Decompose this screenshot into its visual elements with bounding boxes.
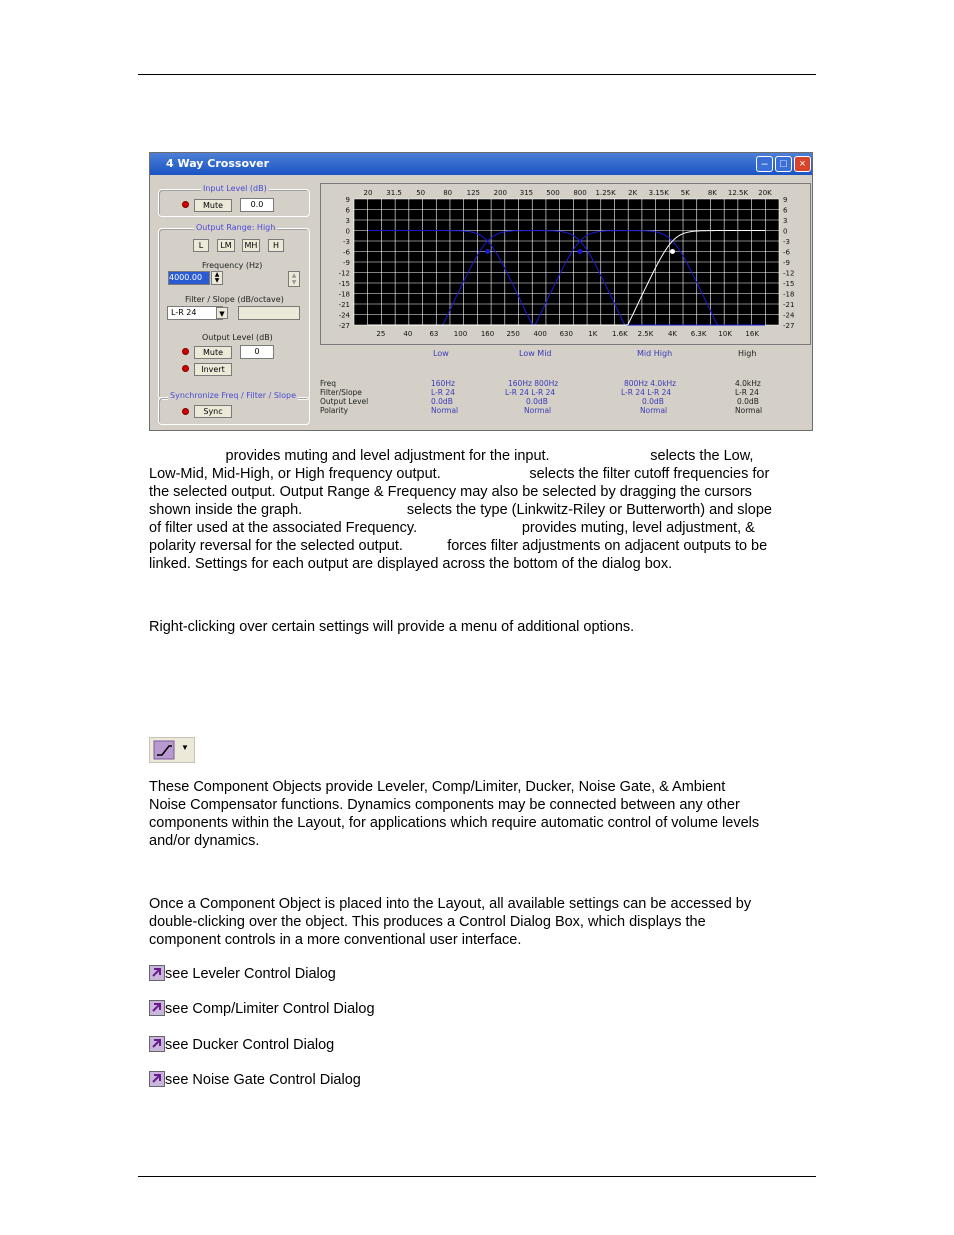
low-mid-filter: L-R 24 L-R 24 (505, 388, 556, 397)
freq-tick-label-top: 80 (443, 189, 453, 197)
description-paragraph (149, 447, 815, 573)
freq-tick-label-bottom: 25 (376, 330, 386, 338)
sync-button[interactable]: Sync (194, 405, 232, 418)
db-tick-label-left: -27 (338, 322, 350, 330)
mid-high-filter: L-R 24 L-R 24 (621, 388, 672, 397)
jump-link-icon (149, 1071, 165, 1087)
text-line: component controls in a more conventional user interface. (149, 932, 522, 948)
link-ducker-text[interactable]: see Ducker Control Dialog (165, 1037, 335, 1053)
band-settings-summary (320, 345, 809, 427)
input-level-group (158, 189, 310, 217)
db-tick-label-left: -6 (343, 248, 350, 257)
crossover-dialog (149, 152, 813, 431)
db-tick-label-left: -15 (338, 280, 350, 288)
band-label-low-mid: Low Mid (519, 349, 552, 358)
low-level: 0.0dB (431, 397, 453, 406)
frequency-label: Frequency (Hz) (202, 261, 263, 270)
freq-tick-label-top: 800 (573, 189, 587, 197)
frequency-response-graph[interactable] (320, 183, 811, 345)
range-button-mh[interactable]: MH (242, 239, 260, 252)
graph-svg[interactable] (321, 184, 810, 344)
freq-tick-label-bottom: 10K (718, 330, 732, 338)
freq-tick-label-bottom: 100 (453, 330, 468, 338)
close-button[interactable]: × (794, 156, 811, 172)
freq-tick-label-bottom: 2.5K (637, 330, 654, 338)
maximize-button[interactable]: □ (775, 156, 792, 172)
dialog-title: 4 Way Crossover (166, 157, 270, 170)
text-line: of filter used at the associated Frequency. provides muting, level adjustment, & (149, 520, 755, 536)
db-tick-label-right: -3 (783, 238, 790, 246)
frequency-field[interactable]: 4000.00 (168, 271, 210, 285)
freq-tick-label-bottom: 1K (588, 330, 598, 338)
dynamics-curve-icon (153, 739, 177, 761)
link-comp-limiter-text[interactable]: see Comp/Limiter Control Dialog (165, 1001, 375, 1017)
freq-tick-label-bottom: 63 (429, 330, 439, 338)
db-tick-label-left: -3 (343, 238, 350, 246)
frequency-spinner-disabled: ▲ ▼ (288, 271, 300, 287)
freq-tick-label-top: 50 (416, 189, 426, 197)
input-mute-led (182, 201, 189, 208)
filter-select-arrow[interactable]: ▼ (216, 307, 228, 319)
row-label-level: Output Level (320, 397, 369, 406)
db-tick-label-right: 3 (783, 217, 788, 225)
low-mid-freq: 160Hz 800Hz (508, 379, 559, 388)
db-tick-label-left: -9 (343, 259, 350, 267)
input-level-label: Input Level (dB) (203, 184, 267, 193)
output-mute-led (182, 348, 189, 355)
freq-tick-label-top: 2K (628, 189, 638, 197)
freq-tick-label-bottom: 630 (559, 330, 573, 338)
text-line: Once a Component Object is placed into the Layout, all available settings can be accessed by (149, 896, 752, 912)
high-polarity: Normal (735, 406, 763, 415)
right-click-paragraph (149, 618, 815, 636)
high-level: 0.0dB (737, 397, 759, 406)
freq-tick-label-top: 315 (519, 189, 534, 197)
text-line: linked. Settings for each output are displayed across the bottom of the dialog box. (149, 556, 673, 572)
text-line: Noise Compensator functions. Dynamics components may be connected between any other (149, 797, 740, 813)
filter-select[interactable]: L-R 24 (167, 306, 223, 320)
band-label-mid-high: Mid High (637, 349, 673, 358)
freq-tick-label-bottom: 4K (667, 330, 678, 338)
freq-tick-label-top: 500 (546, 189, 560, 197)
chevron-down-icon: ▼ (181, 743, 189, 752)
high-filter: L-R 24 (735, 388, 759, 397)
dialog-title-bar[interactable] (150, 153, 812, 175)
freq-tick-label-bottom: 400 (533, 330, 547, 338)
dynamics-paragraph (149, 778, 815, 850)
link-leveler-text[interactable]: see Leveler Control Dialog (165, 966, 336, 982)
db-tick-label-right: -15 (783, 280, 795, 288)
low-freq: 160Hz (431, 379, 455, 388)
row-label-polarity: Polarity (320, 406, 349, 415)
db-tick-label-right: -18 (783, 290, 795, 299)
mid-high-freq: 800Hz 4.0kHz (624, 379, 677, 388)
text-line: These Component Objects provide Leveler, Comp/Limiter, Ducker, Noise Gate, & Ambient (149, 779, 726, 795)
db-tick-label-left: -12 (338, 269, 350, 278)
jump-link-icon (149, 1036, 165, 1052)
text-line: the selected output. Output Range & Frequency may also be selected by dragging the cursors (149, 484, 752, 500)
minimize-button[interactable]: – (756, 156, 773, 172)
control-dialog-paragraph (149, 895, 815, 949)
db-tick-label-left: 0 (345, 227, 350, 236)
freq-tick-label-bottom: 40 (403, 330, 413, 338)
low-filter: L-R 24 (431, 388, 455, 397)
freq-tick-label-bottom: 16K (745, 330, 759, 338)
db-tick-label-right: -24 (783, 311, 795, 320)
mid-crossover-cursor (578, 249, 583, 254)
freq-tick-label-bottom: 1.6K (611, 330, 628, 338)
text-line: shown inside the graph. selects the type (Linkwitz-Riley or Butterworth) and slope (149, 502, 772, 518)
db-tick-label-left: 3 (345, 217, 350, 225)
band-label-low: Low (433, 349, 449, 358)
high-crossover-cursor (670, 249, 675, 254)
freq-tick-label-top: 3.15K (648, 189, 669, 197)
freq-tick-label-top: 200 (493, 189, 508, 197)
db-tick-label-right: 6 (783, 206, 788, 215)
db-tick-label-right: -9 (783, 259, 790, 267)
filter-slope-label: Filter / Slope (dB/octave) (185, 295, 284, 304)
slope-select (238, 306, 300, 320)
range-button-h[interactable]: H (268, 239, 284, 252)
high-freq: 4.0kHz (735, 379, 761, 388)
freq-tick-label-top: 31.5 (386, 189, 402, 197)
db-tick-label-left: -18 (338, 290, 350, 299)
band-label-high: High (738, 349, 757, 358)
db-tick-label-left: -24 (338, 311, 350, 320)
freq-tick-label-bottom: 160 (480, 330, 495, 338)
jump-link-icon (149, 965, 165, 981)
sync-led (182, 408, 189, 415)
db-tick-label-left: -21 (338, 301, 350, 309)
low-mid-level: 0.0dB (526, 397, 548, 406)
input-level-field[interactable]: 0.0 (240, 198, 274, 212)
db-tick-label-right: -27 (783, 322, 795, 330)
db-tick-label-right: 9 (783, 196, 788, 204)
db-tick-label-right: -6 (783, 248, 790, 257)
jump-link-icon (149, 1000, 165, 1016)
input-mute-button[interactable]: Mute (194, 199, 232, 212)
text-line: Right-clicking over certain settings will provide a menu of additional options. (149, 619, 635, 635)
row-label-filter: Filter/Slope (320, 388, 362, 397)
link-noise-gate-text[interactable]: see Noise Gate Control Dialog (165, 1072, 361, 1088)
output-mute-button[interactable]: Mute (194, 346, 232, 359)
dynamics-toolbar-button[interactable] (149, 737, 195, 763)
header-rule (138, 74, 816, 75)
freq-tick-label-top: 8K (707, 189, 717, 197)
mid-high-level: 0.0dB (642, 397, 664, 406)
output-level-label: Output Level (dB) (202, 333, 273, 342)
sync-label: Synchronize Freq / Filter / Slope (170, 391, 297, 400)
range-button-lm[interactable]: LM (217, 239, 235, 252)
freq-tick-label-top: 5K (680, 189, 690, 197)
freq-tick-label-bottom: 6.3K (690, 330, 707, 338)
db-tick-label-left: 9 (345, 196, 350, 204)
row-label-freq: Freq (320, 379, 337, 388)
text-line: Low-Mid, Mid-High, or High frequency output. selects the filter cutoff frequencies for (149, 466, 770, 482)
low-crossover-cursor (485, 249, 490, 254)
footer-rule (138, 1176, 816, 1177)
freq-tick-label-bottom: 250 (506, 330, 520, 338)
low-polarity: Normal (431, 406, 459, 415)
controls-panel (150, 175, 320, 430)
freq-tick-label-top: 125 (466, 189, 481, 197)
text-line: and/or dynamics. (149, 833, 260, 849)
freq-tick-label-top: 12.5K (727, 189, 749, 197)
freq-tick-label-top: 20K (758, 189, 772, 197)
text-line: double-clicking over the object. This produces a Control Dialog Box, which displays the (149, 914, 706, 930)
frequency-spinner[interactable]: ▲ ▼ (211, 271, 223, 285)
low-mid-polarity: Normal (524, 406, 552, 415)
text-line: polarity reversal for the selected output. forces filter adjustments on adjacent outputs to be (149, 538, 768, 554)
invert-button[interactable]: Invert (194, 363, 232, 376)
range-button-l[interactable]: L (193, 239, 209, 252)
db-tick-label-right: 0 (783, 227, 788, 236)
mid-high-polarity: Normal (640, 406, 668, 415)
db-tick-label-right: -21 (783, 301, 795, 309)
sync-group (158, 397, 310, 425)
text-line: components within the Layout, for applications which require automatic control of volume levels (149, 815, 760, 831)
output-level-field[interactable]: 0 (240, 345, 274, 359)
db-tick-label-right: -12 (783, 269, 795, 278)
invert-led (182, 365, 189, 372)
freq-tick-label-top: 1.25K (595, 189, 616, 197)
freq-tick-label-top: 20 (363, 189, 373, 197)
db-tick-label-left: 6 (345, 206, 350, 215)
output-range-label: Output Range: High (196, 223, 276, 232)
text-line: provides muting and level adjustment for the input. selects the Low, (149, 448, 754, 464)
